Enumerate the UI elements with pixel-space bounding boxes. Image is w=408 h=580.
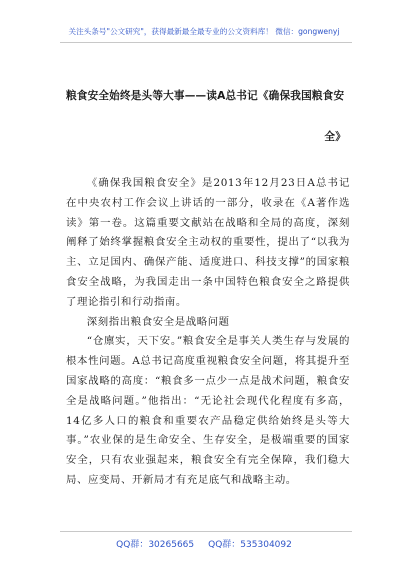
footer-qq-group-2: QQ群：535304092: [208, 540, 292, 550]
intro-paragraph: 《确保我国粮食安全》是2013年12月23日A总书记在中央农村工作会议上讲话的一部分，收录在《A著作选读》第一卷。这篇重要文献站在战略和全局的高度，深刻阐释了始终掌握粮食安全主动权的重要性，提出了“以我为主、立足国内、确保产能、适度进口、科技支撑”的国家粮食安全战略，为我国走出一条中国特色粮食安全之路提供了理论指引和行动指南。: [66, 177, 350, 308]
section-heading: 深刻指出粮食安全是战略问题: [86, 315, 230, 328]
document-title: [66, 90, 346, 144]
section-paragraph: “仓廪实，天下安。”粮食安全是事关人类生存与发展的根本性问题。A总书记高度重视粮食安全问题，将其提升至国家战略的高度：“粮食多一点少一点是战术问题，粮食安全是战略问题。”他指出：“无论社会现代化程度有多高，14亿多人口的粮食和重要农产品稳定供给始终是头等大事。”农业保的是生命安全、生存安全，是极端重要的国家安全，只有农业强起来，粮食安全有完全保障，我们稳大局、应变局、开新局才有充足底气和战略主动。: [66, 335, 350, 486]
title-line-2: 全》: [324, 131, 346, 143]
title-line-1: 粮食安全始终是头等大事——读A总书记《确保我国粮食安: [66, 90, 345, 102]
footer: [0, 537, 408, 550]
footer-qq-group-1: QQ群：30265665: [116, 540, 195, 550]
footer-divider: [60, 531, 352, 532]
document-body: [66, 174, 350, 491]
header-promo-text: 关注头条号"公文研究"，获得最新最全最专业的公文资料库！ 微信：gongwenyj: [68, 27, 340, 36]
header-divider: [60, 42, 352, 43]
